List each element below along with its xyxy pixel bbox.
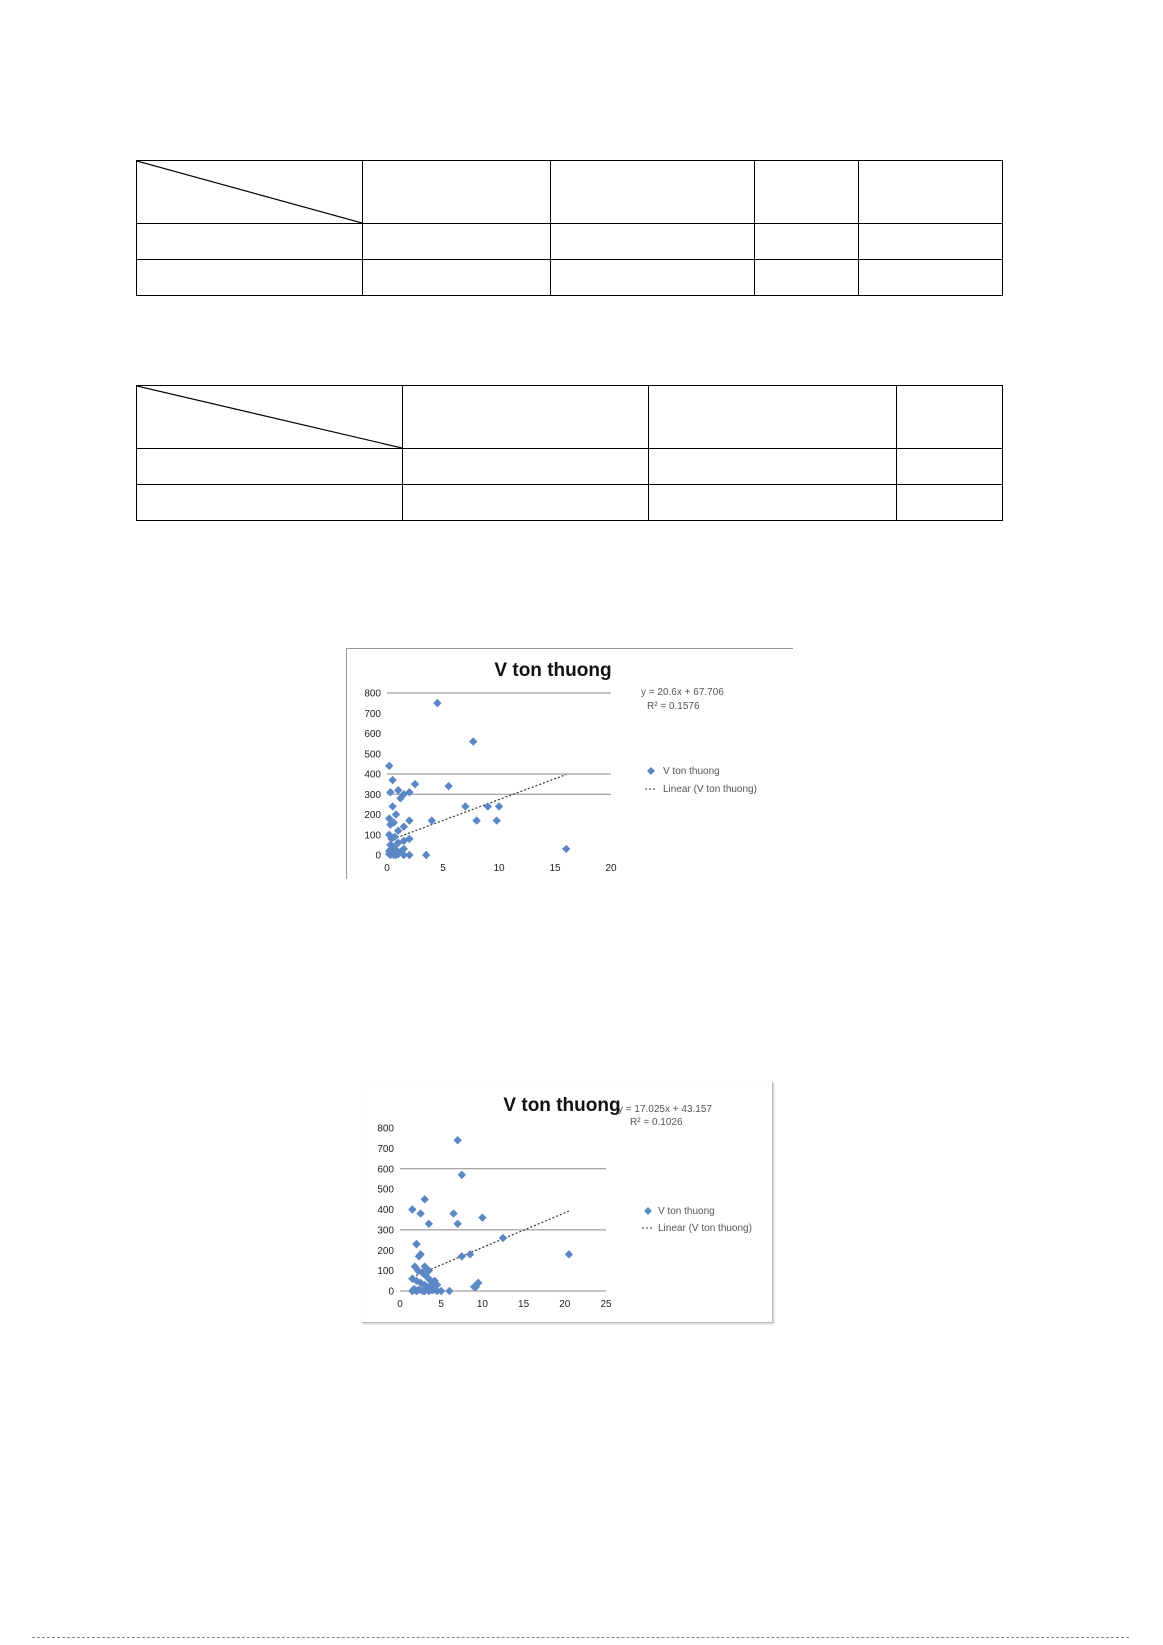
y-tick-label: 200: [364, 810, 381, 821]
chart-1-svg: [347, 649, 793, 879]
data-point: [388, 776, 396, 784]
table-cell: [859, 260, 1003, 296]
legend-marker-icon: [647, 767, 655, 775]
y-tick-labels: [377, 1124, 394, 1298]
x-tick-label: 5: [438, 1299, 444, 1310]
table-cell: [403, 485, 649, 521]
data-point: [425, 1220, 433, 1228]
data-point: [412, 1240, 420, 1248]
chart-title: V ton thuong: [503, 1095, 621, 1116]
table-cell: [897, 485, 1003, 521]
table-cell: [649, 386, 897, 449]
y-tick-label: 300: [364, 789, 381, 801]
x-tick-labels: [397, 1299, 612, 1310]
data-point: [411, 780, 419, 788]
data-point: [388, 802, 396, 810]
data-point: [408, 1205, 416, 1213]
table-cell: [403, 449, 649, 485]
y-tick-labels: [364, 689, 381, 862]
data-point: [469, 737, 477, 745]
table-row: [137, 224, 1003, 260]
table-cell: [363, 224, 551, 260]
data-point: [422, 851, 430, 859]
table-cell: [363, 260, 551, 296]
data-points: [385, 699, 570, 859]
data-point: [453, 1220, 461, 1228]
y-tick-label: 500: [377, 1184, 394, 1196]
y-tick-label: 700: [377, 1143, 394, 1155]
data-point: [405, 851, 413, 859]
data-point: [421, 1195, 429, 1203]
y-tick-label: 300: [377, 1225, 394, 1237]
x-tick-label: 20: [605, 863, 617, 874]
y-tick-label: 600: [364, 729, 381, 740]
data-point: [416, 1209, 424, 1217]
x-tick-label: 0: [397, 1299, 403, 1310]
x-tick-label: 5: [440, 863, 446, 874]
table-header-row: [137, 386, 1003, 449]
x-tick-label: 20: [559, 1299, 571, 1310]
y-tick-label: 800: [364, 688, 381, 700]
x-tick-labels: [384, 863, 617, 874]
scatter-chart-2: [362, 1082, 773, 1323]
table-row: [137, 260, 1003, 296]
table-header-row: [137, 161, 1003, 224]
table-cell: [897, 449, 1003, 485]
data-point: [472, 816, 480, 824]
table-cell: [137, 485, 403, 521]
data-points: [408, 1136, 573, 1295]
trendline: [412, 1211, 569, 1277]
data-point: [478, 1213, 486, 1221]
header-diagonal-cell: [137, 161, 363, 224]
y-tick-label: 700: [364, 708, 381, 720]
y-tick-label: 100: [377, 1266, 394, 1278]
data-point: [458, 1252, 466, 1260]
legend-trend-label: Linear (V ton thuong): [658, 1223, 752, 1234]
x-tick-label: 10: [476, 1299, 488, 1310]
data-point: [495, 802, 503, 810]
y-tick-label: 200: [377, 1245, 394, 1257]
header-diagonal-cell: [137, 386, 403, 449]
y-tick-label: 600: [377, 1164, 394, 1176]
y-tick-label: 800: [377, 1123, 394, 1135]
table-cell: [859, 224, 1003, 260]
y-tick-label: 500: [364, 749, 381, 761]
table-cell: [137, 224, 363, 260]
data-point: [458, 1171, 466, 1179]
trendline-equation: y = 17.025x + 43.157: [618, 1104, 712, 1115]
y-tick-label: 0: [375, 850, 381, 862]
y-tick-label: 100: [364, 830, 381, 842]
table-row: [137, 485, 1003, 521]
data-point: [461, 802, 469, 810]
legend-marker-icon: [644, 1207, 652, 1215]
table-cell: [649, 449, 897, 485]
r-squared: R² = 0.1576: [647, 701, 700, 712]
chart-2-svg: [362, 1082, 772, 1322]
r-squared: R² = 0.1026: [630, 1117, 683, 1128]
chart-title: V ton thuong: [494, 660, 612, 681]
legend-series-label: V ton thuong: [663, 766, 720, 777]
x-tick-label: 15: [518, 1299, 530, 1310]
x-tick-label: 0: [384, 863, 390, 874]
data-point: [493, 816, 501, 824]
data-point: [453, 1136, 461, 1144]
data-point: [499, 1234, 507, 1242]
data-point: [433, 699, 441, 707]
table-cell: [859, 161, 1003, 224]
data-point: [392, 810, 400, 818]
table-cell: [897, 386, 1003, 449]
x-tick-label: 25: [600, 1299, 612, 1310]
data-point: [385, 762, 393, 770]
trendline-equation: y = 20.6x + 67.706: [641, 687, 724, 698]
y-tick-label: 0: [388, 1286, 394, 1298]
data-point: [484, 802, 492, 810]
table-cell: [551, 260, 755, 296]
table-cell: [755, 224, 859, 260]
table-cell: [137, 260, 363, 296]
table-row: [137, 449, 1003, 485]
data-point: [562, 845, 570, 853]
data-point: [449, 1209, 457, 1217]
table-cell: [137, 449, 403, 485]
trendline-path: [412, 1211, 569, 1277]
table-cell: [363, 161, 551, 224]
table-cell: [649, 485, 897, 521]
data-point: [386, 788, 394, 796]
scatter-chart-1: [346, 648, 793, 879]
data-point: [565, 1250, 573, 1258]
x-tick-label: 15: [549, 863, 561, 874]
table-cell: [403, 386, 649, 449]
y-tick-label: 400: [364, 769, 381, 781]
table-cell: [551, 224, 755, 260]
table-cell: [755, 260, 859, 296]
legend-trend-label: Linear (V ton thuong): [663, 784, 757, 795]
legend-series-label: V ton thuong: [658, 1206, 715, 1217]
table-cell: [755, 161, 859, 224]
table-2: [136, 385, 1003, 521]
table-cell: [551, 161, 755, 224]
gridlines: [387, 693, 611, 794]
y-tick-label: 400: [377, 1205, 394, 1216]
data-point: [444, 782, 452, 790]
page-bottom-rule: [32, 1637, 1129, 1638]
data-point: [445, 1287, 453, 1295]
table-1: [136, 160, 1003, 296]
x-tick-label: 10: [493, 863, 505, 874]
data-point: [405, 816, 413, 824]
